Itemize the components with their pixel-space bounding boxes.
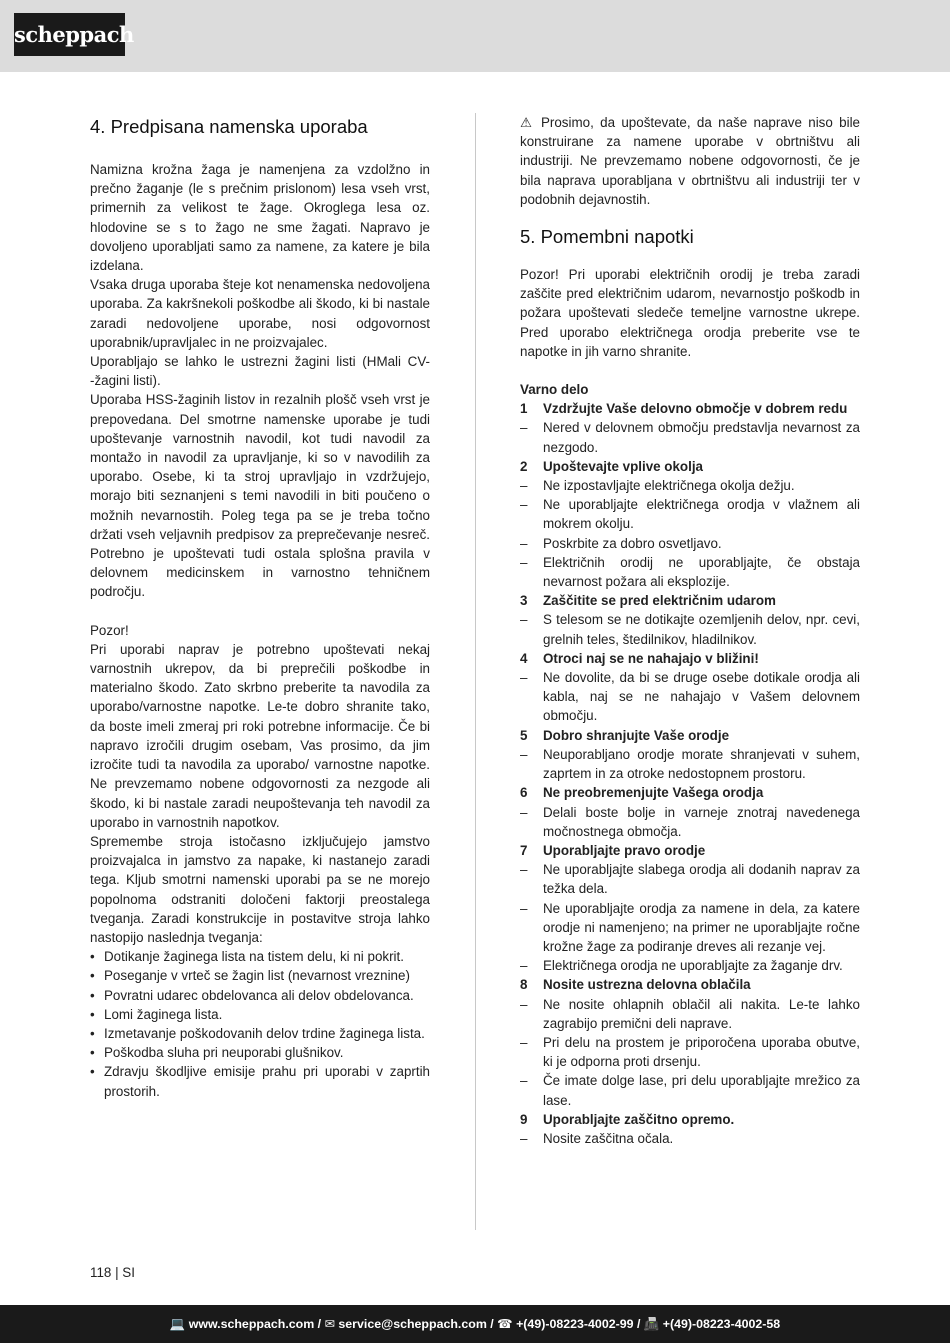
safety-point [520,418,860,456]
item-title: Vzdržujte Vaše delovno območje v dobrem redu [543,401,848,417]
dash-marker: – [520,804,528,820]
list-item: • Lomi žaginega lista. [90,1005,430,1024]
point-text: Ne uporabljajte slabega orodja ali dodanih naprav za težka dela. [543,862,860,897]
section-4-heading: 4. Predpisana namenska uporaba [90,116,368,137]
item-number: 1 [520,401,528,417]
point-text: Ne dovolite, da bi se druge osebe dotikale orodja ali kabla, naj se ne nahajajo v Vašem delovnem območju. [543,670,860,724]
safety-item-title [520,649,860,668]
footer-email: service@scheppach.com [338,1317,487,1331]
paragraph: Pozor! [90,622,129,638]
paragraph: Pozor! Pri uporabi električnih orodij je treba zaradi zaščite pred električnim udarom, nevarnostjo poškodb in požara upoštevati sledeče temeljne varnostne ukrepe. Pred uporabo električnega orodja preberite vse te napotke in jih varno shranite. [520,267,860,359]
footer-phone: +(49)-08223-4002-99 [516,1317,634,1331]
page-header [0,0,950,72]
computer-icon: 💻 [169,1317,189,1331]
dash-marker: – [520,497,528,513]
warning-note: ⚠ Prosimo, da upoštevate, da naše naprave niso bile konstruirane za namene uporabe v obrtništvu ali industriji. Ne prevzemamo nobene odgovornosti, če je bila naprava uporabljana v obrtništvu ali industriji ter v podobnih dejavnostih. [520,115,860,207]
safety-point [520,610,860,648]
list-item: • Povratni udarec obdelovanca ali delov obdelovanca. [90,986,430,1005]
dash-marker: – [520,612,528,628]
point-text: Delali boste bolje in varneje znotraj navedenega močnostnega območja. [543,804,860,839]
point-text: Če imate dolge lase, pri delu uporabljajte mrežico za lase. [543,1073,860,1108]
point-text: Električnega orodja ne uporabljajte za žaganje drv. [543,958,843,974]
paragraph: Spremembe stroja istočasno izključujejo jamstvo proizvajalca in jamstvo za napake, ki nastanejo zaradi tega. Kljub smotrni namenski uporabi pa se ne morejo popolnoma odstraniti določeni faktorji preostalega tveganja. Zaradi konstrukcije in postavitve stroja lahko nastopijo naslednja tveganja: [90,833,430,945]
list-item: • Dotikanje žaginega lista na tistem delu, ki ni pokrit. [90,947,430,966]
dash-marker: – [520,900,528,916]
safety-point [520,860,860,898]
item-number: 9 [520,1111,528,1127]
mail-icon: ✉ [324,1317,339,1331]
list-item: • Poseganje v vrteč se žagin list (nevarnost vreznine) [90,966,430,985]
item-title: Uporabljajte pravo orodje [543,842,706,858]
paragraph: Vsaka druga uporaba šteje kot nenamenska nedovoljena uporaba. Za kakršnekoli poškodbe ali škodo, ki bi nastale zaradi nedovoljene uporabe, nosi odgovornost uporabnik/upravljalec in ne proizvajalec. [90,277,430,350]
paragraph: Pri uporabi naprav je potrebno upoštevati nekaj varnostnih ukrepov, da bi preprečili poškodbe in materialno škodo. Zato skrbno preberite ta navodila za uporabo/varnostne napotke. Le-te dobro shranite tako, da boste imeli zmeraj pri roki potrebne informacije. Če bi napravo izročili drugim osebam, Vas prosimo, da jim izročite tudi ta navodila za uporabo/ varnostne napotke. Ne prevzemamo nobene odgovornosti za nezgode ali škodo, ki bi nastale zaradi neupoštevanja teh navodil za uporabo in varnostnih napotkov. [90,641,430,830]
safety-point [520,1033,860,1071]
safety-point [520,1071,860,1109]
safety-point [520,476,860,495]
safety-point [520,668,860,726]
dash-marker: – [520,1130,528,1146]
phone-icon: ☎ [497,1317,517,1331]
list-item: • Poškodba sluha pri neuporabi glušnikov. [90,1043,430,1062]
safety-item-title [520,457,860,476]
dash-marker: – [520,420,528,436]
safety-point [520,899,860,957]
list-item: • Zdravju škodljive emisije prahu pri uporabi v zaprtih prostorih. [90,1062,430,1100]
dash-marker: – [520,958,528,974]
safety-point [520,495,860,533]
safety-point [520,995,860,1033]
safety-point [520,1129,860,1148]
safety-item-title [520,591,860,610]
safety-point [520,745,860,783]
item-title: Otroci naj se ne nahajajo v bližini! [543,650,759,666]
safety-point [520,956,860,975]
point-text: Električnih orodij ne uporabljajte, če obstaja nevarnost požara ali eksplozije. [543,554,860,590]
item-title: Dobro shranjujte Vaše orodje [543,727,730,743]
item-title: Uporabljajte zaščitno opremo. [543,1111,735,1127]
point-text: Ne izpostavljajte električnega okolja dežju. [543,478,795,494]
dash-marker: – [520,1073,528,1089]
list-item: • Izmetavanje poškodovanih delov trdine žaginega lista. [90,1024,430,1043]
point-text: S telesom se ne dotikajte ozemljenih delov, npr. cevi, grelnih teles, štedilnikov, hladilnikov. [543,612,860,647]
item-title: Upoštevajte vplive okolja [543,458,704,474]
column-divider [475,113,476,1230]
item-number: 5 [520,727,528,743]
safety-items [520,399,860,1148]
safety-point [520,553,860,591]
point-text: Nered v delovnem območju predstavlja nevarnost za nezgodo. [543,420,860,455]
safety-point [520,534,860,553]
item-number: 7 [520,842,528,858]
item-number: 3 [520,593,528,609]
dash-marker: – [520,554,528,570]
safety-item-title [520,783,860,802]
scheppach-logo: scheppach [14,13,125,56]
dash-marker: – [520,1034,528,1050]
fax-icon: 📠 [643,1317,663,1331]
dash-marker: – [520,535,528,551]
section-5-heading: 5. Pomembni napotki [520,226,694,248]
page-footer: 💻 www.scheppach.com / ✉ service@scheppach.com / ☎ +(49)-08223-4002-99 / 📠 +(49)-08223-4002-58 [0,1305,950,1343]
point-text: Neuporabljano orodje morate shranjevati v suhem, zaprtem in za otroke nedostopnem prostoru. [543,746,860,782]
item-number: 6 [520,785,528,801]
point-text: Nosite zaščitna očala. [543,1130,674,1146]
item-number: 2 [520,458,528,474]
paragraph: Uporabljajo se lahko le ustrezni žagini listi (HMali CV- -žagini listi). [90,354,430,389]
dash-marker: – [520,670,528,686]
dash-marker: – [520,996,528,1012]
dash-marker: – [520,746,528,762]
safe-work-heading: Varno delo [520,382,589,398]
left-column [90,113,430,1101]
risk-list [90,947,430,1101]
point-text: Ne uporabljajte električnega orodja v vlažnem ali mokrem okolju. [543,497,860,532]
point-text: Ne uporabljajte orodja za namene in dela, za katere orodje ni namenjeno; na primer ne uporabljajte ročne krožne žage za podiranje dreves ali rezanje vej. [543,900,860,954]
safety-item-title [520,1110,860,1129]
footer-web: www.scheppach.com [188,1317,315,1331]
safety-point [520,803,860,841]
safety-item-title [520,841,860,860]
item-number: 4 [520,650,528,666]
safety-item-title [520,399,860,418]
item-title: Nosite ustrezna delovna oblačila [543,977,751,993]
item-number: 8 [520,977,528,993]
safety-item-title [520,975,860,994]
dash-marker: – [520,862,528,878]
point-text: Ne nosite ohlapnih oblačil ali nakita. Le-te lahko zagrabijo premični deli naprave. [543,996,860,1031]
point-text: Poskrbite za dobro osvetljavo. [543,535,722,551]
paragraph: Namizna krožna žaga je namenjena za vzdolžno in prečno žaganje (le s prečnim prislonom) lesa vseh vrst, primernih za velikost te žage. Okroglega lesa oz. hlodovine se s to žago ne sme žagati. Napravo je dovoljeno uporabljati samo za namene, za katere je bila izdelana. [90,162,430,274]
safety-item-title [520,726,860,745]
item-title: Ne preobremenjujte Vašega orodja [543,785,764,801]
paragraph: Uporaba HSS-žaginih listov in rezalnih plošč vseh vrst je prepovedana. Del smotrne namenske uporabe je tudi upoštevanje varnostnih navodil, kot tudi navodil za montažo in navodil za upravljanje, ki so v navodilih za uporabo. Osebe, ki ta stroj upravljajo in vzdržujejo, morajo biti seznanjeni s temi navodili in biti poučeno o možnih nevarnostih. Poleg tega pa se je treba točno držati vseh veljavnih predpisov za preprečevanje nesreč. Potrebno je upoštevati tudi ostala splošna pravila v delovnem medicinskem in varnostno tehničnem področju. [90,392,430,600]
right-column [520,113,860,1148]
point-text: Pri delu na prostem je priporočena uporaba obutve, ki je odporna proti drsenju. [543,1034,860,1070]
dash-marker: – [520,478,528,494]
item-title: Zaščitite se pred električnim udarom [543,593,776,609]
footer-fax: +(49)-08223-4002-58 [662,1317,781,1331]
page-number: 118 | SI [90,1265,135,1280]
